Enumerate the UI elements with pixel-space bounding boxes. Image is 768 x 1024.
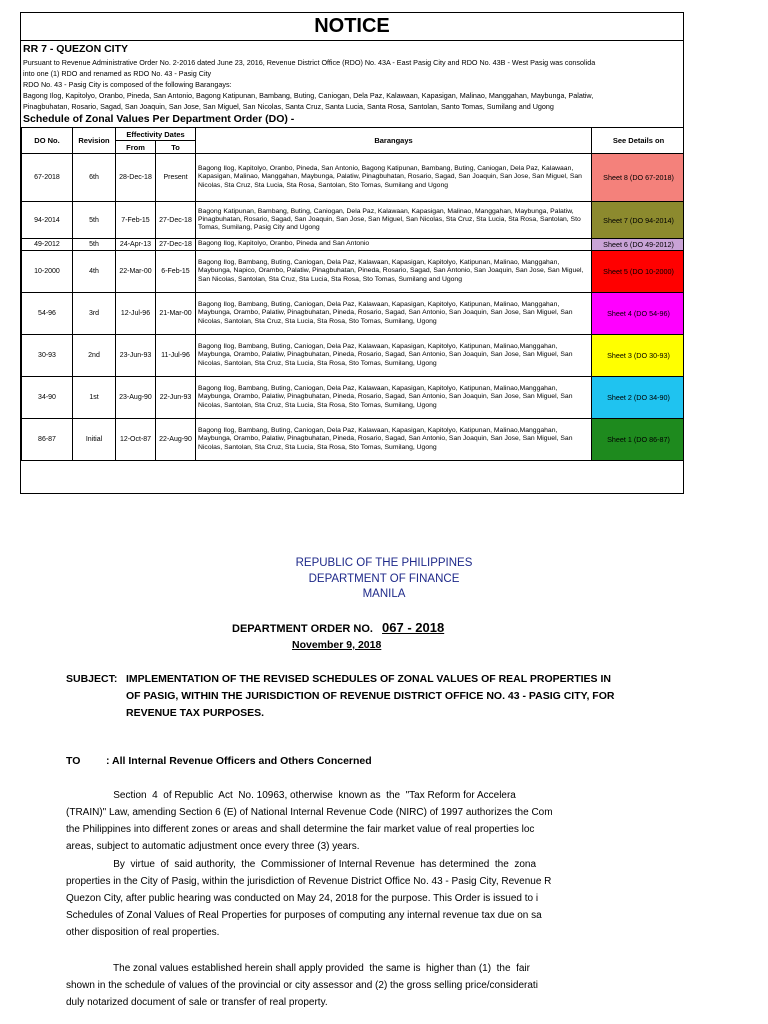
department-order-label: DEPARTMENT ORDER NO. bbox=[232, 623, 373, 635]
paragraph-line: areas, subject to automatic adjustment once every three (3) years. bbox=[66, 841, 360, 852]
sheet-link[interactable]: Sheet 6 (DO 49-2012) bbox=[592, 239, 684, 251]
table-row bbox=[22, 293, 685, 335]
header-see-details: See Details on bbox=[592, 128, 684, 154]
barangays-cell: Bagong Ilog, Kapitolyo, Oranbo, Pineda and San Antonio bbox=[196, 239, 592, 251]
revision-cell: 1st bbox=[73, 377, 116, 419]
department-heading: DEPARTMENT OF FINANCE bbox=[308, 573, 460, 585]
paragraph-line: properties in the City of Pasig, within the jurisdiction of Revenue District Office No. 43 - Pasig City, Revenue R bbox=[66, 876, 552, 887]
sheet-link[interactable]: Sheet 5 (DO 10-2000) bbox=[592, 251, 684, 293]
sheet-link[interactable]: Sheet 7 (DO 94-2014) bbox=[592, 202, 684, 239]
do-number-cell: 54-96 bbox=[22, 293, 73, 335]
revision-cell: 2nd bbox=[73, 335, 116, 377]
barangays-cell: Bagong Ilog, Bambang, Buting, Caniogan, Dela Paz, Kalawaan, Kapasigan, Kapitolyo, Katipunan, Malinao,Manggahan, Maybunga, Orambo, Palatiw, Pinagbuhatan, Pineda, Rosario, Sagad, San Antonio, San Joaquin, San Jose, San Miguel, San Nicolas, Santolan, Sta Cruz, Sta Lucia, Sta Rosa, Sto Tomas, Sumilang, Ugong bbox=[196, 419, 592, 461]
barangays-cell: Bagong Ilog, Bambang, Buting, Caniogan, Dela Paz, Kalawaan, Kapasigan, Kapitolyo, Katipunan, Malinao, Manggahan, Maybunga, Napico, Orambo, Palatiw, Pinagbuhatan, Pineda, Rosario, Sagad, San Antonio, San Joaquin, San Jose, San Miguel, San Nicolas, Santolan, Sta Cruz, Sta Lucia, Sta Rosa, Sto Tomas, Sumilang and Ugong bbox=[196, 251, 592, 293]
table-row bbox=[22, 251, 685, 293]
revision-cell: 6th bbox=[73, 154, 116, 202]
from-date-cell: 23-Aug-90 bbox=[116, 377, 156, 419]
barangays-cell: Bagong Ilog, Kapitolyo, Oranbo, Pineda, San Antonio, Bagong Katipunan, Bambang, Buting, Caniogan, Dela Paz, Kalawaan, Kapasigan, Malinao, Manggahan, Maybunga, Palatiw, Pinagbuhatan, Rosario, Sagad, San Joaquin, San Jose, San Miguel, San Nicolas, Sta Cruz, Sta Lucia, Sta Rosa, Santolan, Sto Tomas, Sumilang and Ugong bbox=[196, 154, 592, 202]
to-date-cell: 27-Dec-18 bbox=[156, 239, 196, 251]
rdo-line: RDO No. 43 - Pasig City is composed of the following Barangays: bbox=[23, 80, 232, 89]
paragraph-line: Section 4 of Republic Act No. 10963, otherwise known as the "Tax Reform for Accelera bbox=[66, 790, 516, 801]
paragraph-line: Schedules of Zonal Values of Real Properties for purposes of computing any internal revenue tax due on sa bbox=[66, 910, 542, 921]
do-number-cell: 30-93 bbox=[22, 335, 73, 377]
from-date-cell: 24-Apr-13 bbox=[116, 239, 156, 251]
header-effectivity: Effectivity Dates bbox=[116, 128, 196, 141]
region-heading: RR 7 - QUEZON CITY bbox=[23, 43, 129, 55]
notice-box bbox=[20, 12, 684, 494]
paragraph-3 bbox=[66, 960, 616, 1011]
to-date-cell: 22-Jun-93 bbox=[156, 377, 196, 419]
notice-para-line2: into one (1) RDO and renamed as RDO No. 43 - Pasig City bbox=[23, 69, 212, 78]
paragraph-line: By virtue of said authority, the Commissioner of Internal Revenue has determined the zona bbox=[66, 859, 537, 870]
header-do-no: DO No. bbox=[22, 128, 73, 154]
paragraph-1 bbox=[66, 787, 616, 855]
do-number-cell: 94-2014 bbox=[22, 202, 73, 239]
header-from: From bbox=[116, 141, 156, 154]
table-row bbox=[22, 154, 685, 202]
department-order-line bbox=[232, 620, 444, 635]
barangays-line1: Bagong Ilog, Kapitolyo, Oranbo, Pineda, San Antonio, Bagong Katipunan, Bambang, Buting, Caniogan, Dela Paz, Kalawaan, Kapasigan, Malinao, Manggahan, Maybunga, Palatiw, bbox=[23, 91, 594, 100]
subject-line1: IMPLEMENTATION OF THE REVISED SCHEDULES OF ZONAL VALUES OF REAL PROPERTIES IN bbox=[126, 673, 611, 685]
schedule-title: Schedule of Zonal Values Per Department Order (DO) - bbox=[23, 113, 295, 125]
table-row bbox=[22, 239, 685, 251]
do-number-cell: 86-87 bbox=[22, 419, 73, 461]
order-date: November 9, 2018 bbox=[292, 639, 382, 651]
sheet-link[interactable]: Sheet 2 (DO 34-90) bbox=[592, 377, 684, 419]
revision-cell: 5th bbox=[73, 202, 116, 239]
do-number-cell: 34-90 bbox=[22, 377, 73, 419]
to-text: : All Internal Revenue Officers and Others Concerned bbox=[106, 755, 372, 767]
from-date-cell: 12-Jul-96 bbox=[116, 293, 156, 335]
to-date-cell: 11-Jul-96 bbox=[156, 335, 196, 377]
revision-cell: 5th bbox=[73, 239, 116, 251]
to-date-cell: 22-Aug-90 bbox=[156, 419, 196, 461]
revision-cell: Initial bbox=[73, 419, 116, 461]
paragraph-line: The zonal values established herein shall apply provided the same is higher than (1) the fair bbox=[66, 963, 530, 974]
table-row bbox=[22, 335, 685, 377]
notice-title: NOTICE bbox=[21, 13, 683, 41]
table-row bbox=[22, 377, 685, 419]
revision-cell: 3rd bbox=[73, 293, 116, 335]
paragraph-line: shown in the schedule of values of the provincial or city assessor and (2) the gross selling price/considerati bbox=[66, 980, 538, 991]
paragraph-2 bbox=[66, 856, 616, 941]
sheet-link[interactable]: Sheet 3 (DO 30-93) bbox=[592, 335, 684, 377]
paragraph-line: (TRAIN)" Law, amending Section 6 (E) of National Internal Revenue Code (NIRC) of 1997 authorizes the Com bbox=[66, 807, 553, 818]
sheet-link[interactable]: Sheet 8 (DO 67-2018) bbox=[592, 154, 684, 202]
city-heading: MANILA bbox=[362, 588, 406, 600]
to-line bbox=[66, 755, 372, 767]
paragraph-line: other disposition of real properties. bbox=[66, 927, 220, 938]
to-date-cell: 6-Feb-15 bbox=[156, 251, 196, 293]
notice-para-line1: Pursuant to Revenue Administrative Order No. 2-2016 dated June 23, 2016, Revenue District Office (RDO) No. 43A - East Pasig City and RDO No. 43B - West Pasig was consolida bbox=[23, 58, 596, 67]
department-order-number: 067 - 2018 bbox=[382, 620, 445, 635]
subject-line3: REVENUE TAX PURPOSES. bbox=[126, 707, 265, 719]
table-row bbox=[22, 202, 685, 239]
subject-label: SUBJECT: bbox=[66, 673, 118, 685]
subject-line2: OF PASIG, WITHIN THE JURISDICTION OF REVENUE DISTRICT OFFICE NO. 43 - PASIG CITY, FOR bbox=[126, 690, 615, 702]
header-revision: Revision bbox=[73, 128, 116, 154]
from-date-cell: 22-Mar-00 bbox=[116, 251, 156, 293]
paragraph-line: duly notarized document of sale or transfer of real property. bbox=[66, 997, 328, 1008]
barangays-cell: Bagong Ilog, Bambang, Buting, Caniogan, Dela Paz, Kalawaan, Kapasigan, Kapitolyo, Katipunan, Malinao,Manggahan, Maybunga, Orambo, Palatiw, Pinagbuhatan, Pineda, Rosario, Sagad, San Antonio, San Joaquin, San Jose, San Miguel, San Nicolas, Santolan, Sta Cruz, Sta Lucia, Sta Rosa, Sto Tomas, Sumilang, Ugong bbox=[196, 335, 592, 377]
barangays-cell: Bagong Ilog, Bambang, Buting, Caniogan, Dela Paz, Kalawaan, Kapasigan, Kapitolyo, Katipunan, Malinao,Manggahan, Maybunga, Orambo, Palatiw, Pinagbuhatan, Pineda, Rosario, Sagad, San Antonio, San Joaquin, San Jose, San Miguel, San Nicolas, Santolan, Sta Cruz, Sta Lucia, Sta Rosa, Sto Tomas, Sumilang, Ugong bbox=[196, 377, 592, 419]
sheet-link[interactable]: Sheet 4 (DO 54-96) bbox=[592, 293, 684, 335]
zonal-values-table bbox=[21, 127, 684, 461]
from-date-cell: 23-Jun-93 bbox=[116, 335, 156, 377]
to-date-cell: Present bbox=[156, 154, 196, 202]
from-date-cell: 7-Feb-15 bbox=[116, 202, 156, 239]
subject-block bbox=[66, 671, 768, 722]
do-number-cell: 10-2000 bbox=[22, 251, 73, 293]
barangays-cell: Bagong Ilog, Bambang, Buting, Caniogan, Dela Paz, Kalawaan, Kapasigan, Kapitolyo, Katipunan, Malinao, Manggahan, Maybunga, Orambo, Palatiw, Pinagbuhatan, Pineda, Rosario, Sagad, San Antonio, San Joaquin, San Jose, San Miguel, San Nicolas, Santolan, Sta Cruz, Sta Lucia, Sta Rosa, Sto Tomas, Sumilang, Ugong bbox=[196, 293, 592, 335]
barangays-line2: Pinagbuhatan, Rosario, Sagad, San Joaquin, San Jose, San Miguel, San Nicolas, Santa Cruz, Santa Lucia, Santa Rosa, Santolan, Santo Tomas, Sumilang and Ugong bbox=[23, 102, 554, 111]
paragraph-line: the Philippines into different zones or areas and shall determine the fair market value of real properties loc bbox=[66, 824, 535, 835]
do-number-cell: 67-2018 bbox=[22, 154, 73, 202]
barangays-cell: Bagong Katipunan, Bambang, Buting, Caniogan, Dela Paz, Kalawaan, Kapasigan, Malinao, Manggahan, Maybunga, Palatiw, Pinagbuhatan, Rosario, Sagad, San Joaquin, San Jose, San Miguel, San Nicolas, Sta Cruz, Sta Lucia, Sta Rosa, Santolan, Sto Tomas, Sumilang, Pasig City and Ugong bbox=[196, 202, 592, 239]
to-date-cell: 21-Mar-00 bbox=[156, 293, 196, 335]
from-date-cell: 28-Dec-18 bbox=[116, 154, 156, 202]
table-row bbox=[22, 419, 685, 461]
do-number-cell: 49-2012 bbox=[22, 239, 73, 251]
paragraph-line: Quezon City, after public hearing was conducted on May 24, 2018 for the purpose. This Order is issued to i bbox=[66, 893, 539, 904]
sheet-link[interactable]: Sheet 1 (DO 86-87) bbox=[592, 419, 684, 461]
republic-heading: REPUBLIC OF THE PHILIPPINES bbox=[295, 557, 473, 569]
header-to: To bbox=[156, 141, 196, 154]
to-label: TO bbox=[66, 755, 81, 767]
header-barangays: Barangays bbox=[196, 128, 592, 154]
from-date-cell: 12-Oct-87 bbox=[116, 419, 156, 461]
to-date-cell: 27-Dec-18 bbox=[156, 202, 196, 239]
revision-cell: 4th bbox=[73, 251, 116, 293]
